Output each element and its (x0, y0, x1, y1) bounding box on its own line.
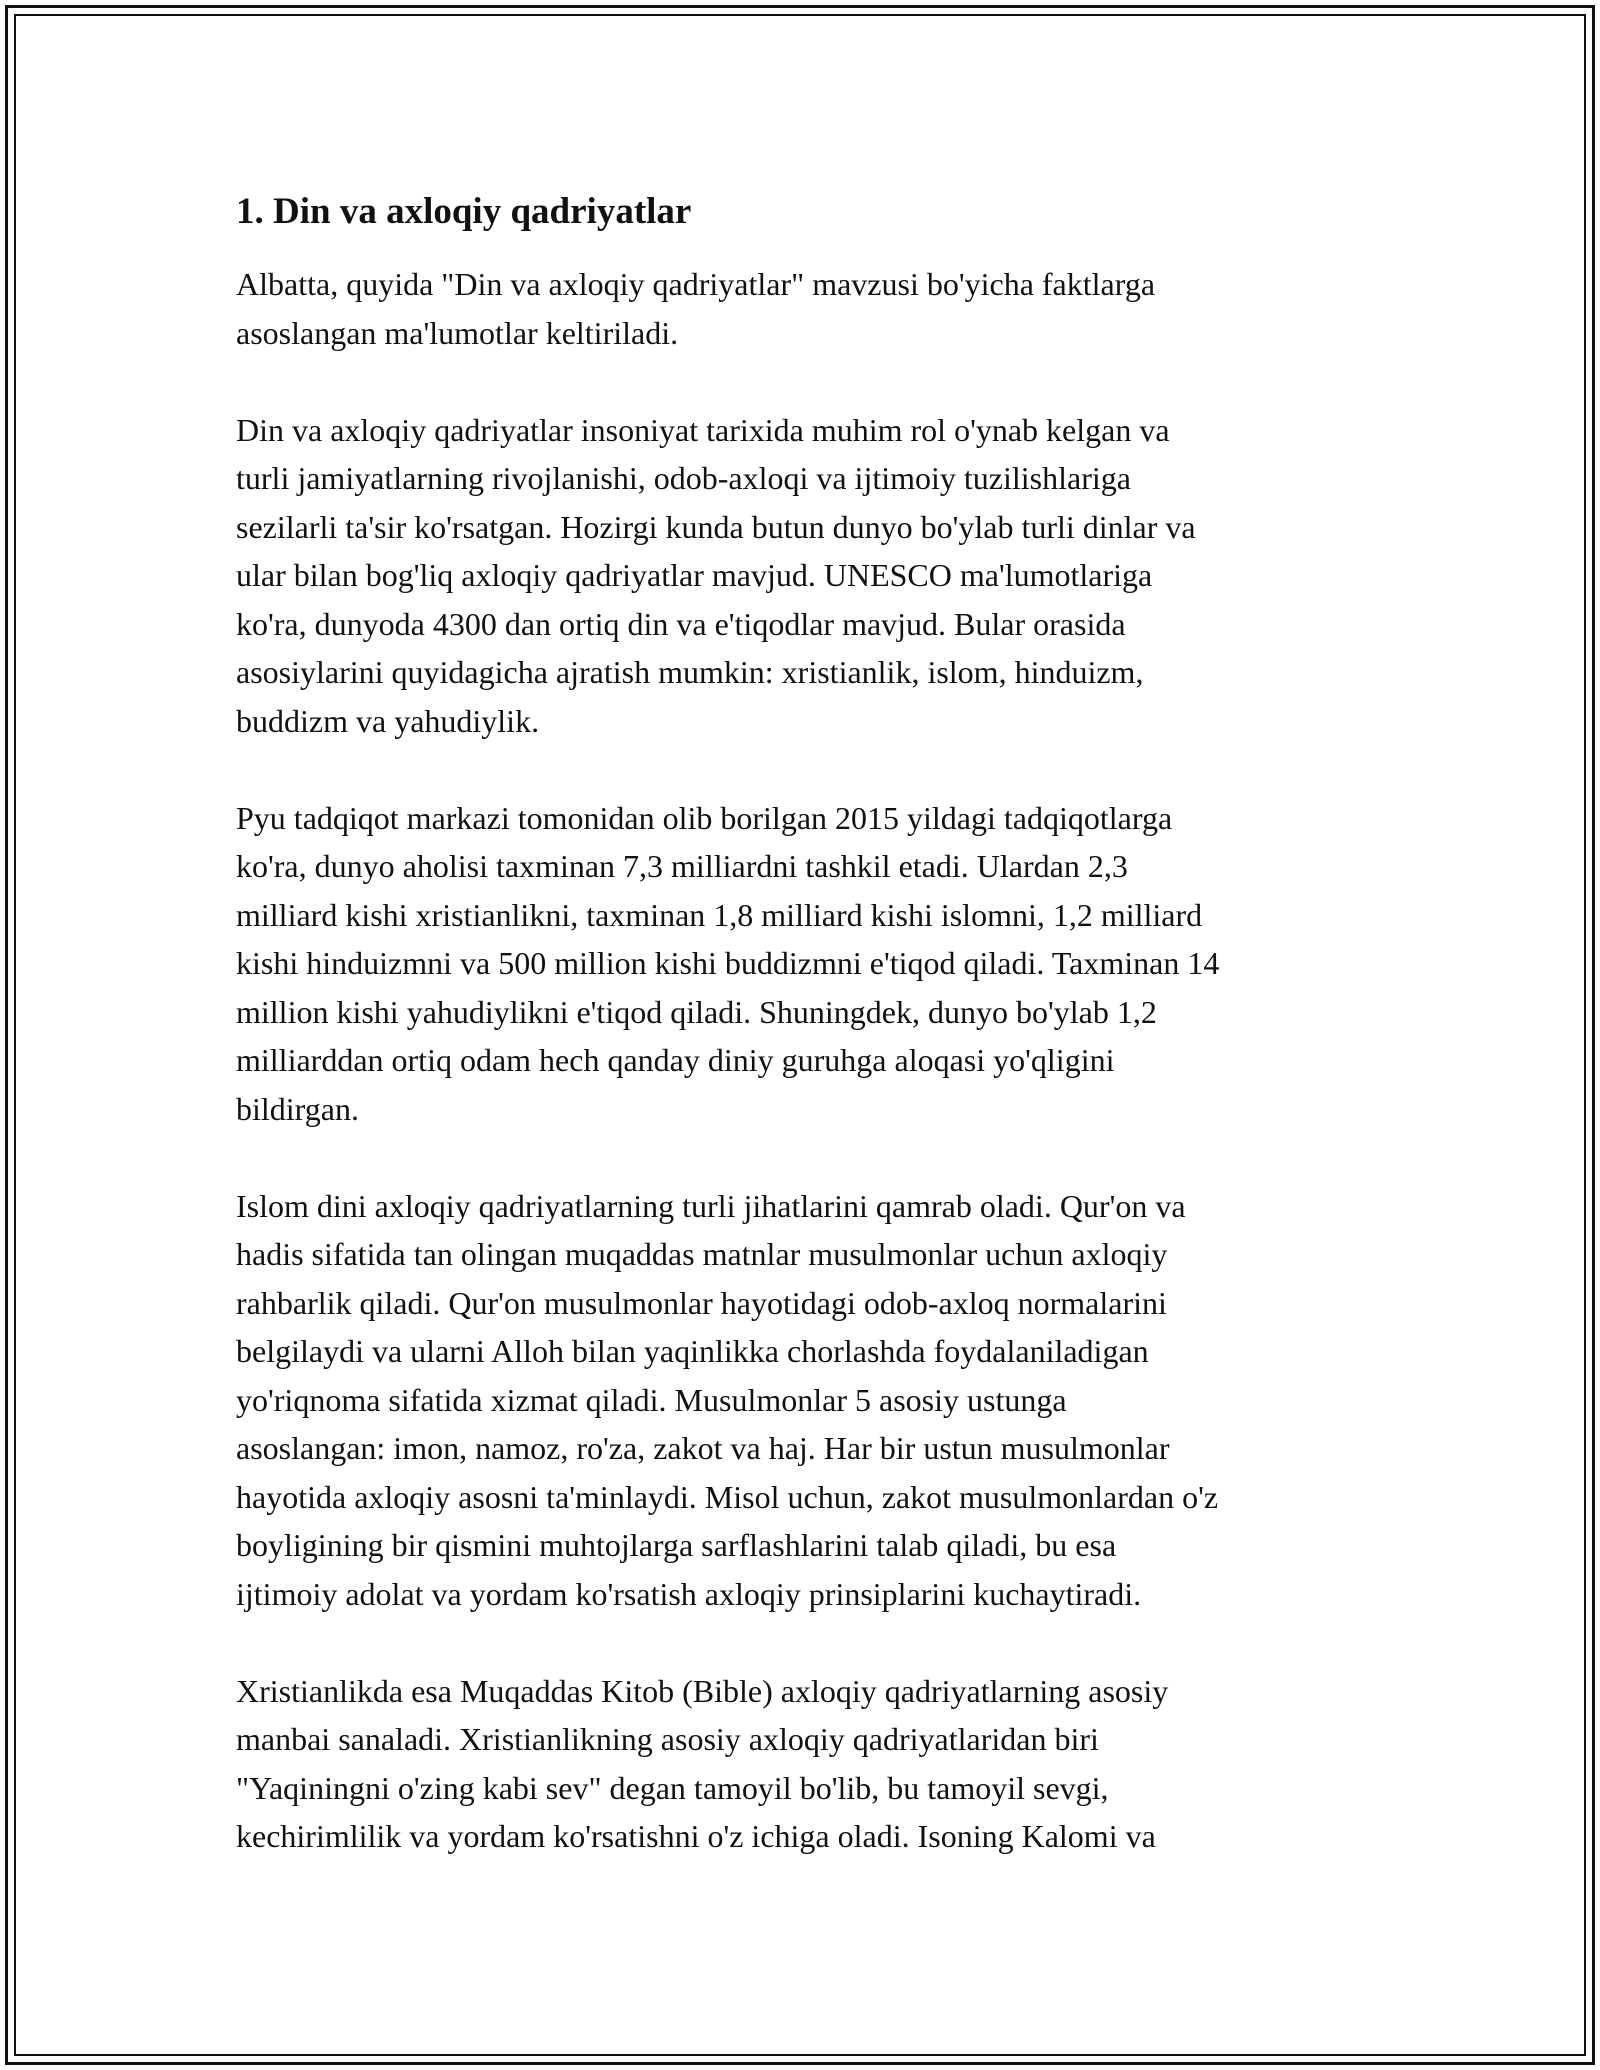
section-heading: 1. Din va axloqiy qadriyatlar (236, 191, 692, 232)
paragraph-islam: Islom dini axloqiy qadriyatlarning turli jihatlarini qamrab oladi. Qur'on va hadis sifatida tan olingan muqaddas matnlar musulmonlar uchun axloqiy rahbarlik qiladi. Qur'on musulmonlar hayotidagi odob-axloq normalarini belgilaydi va ularni Alloh bilan yaqinlikka chorlashda foydalaniladigan yo'riqnoma sifatida xizmat qiladi. Musulmonlar 5 asosiy ustunga asoslangan: imon, namoz, ro'za, zakot va haj. Har bir ustun musulmonlar hayotida axloqiy asosni ta'minlaydi. Misol uchun, zakot musulmonlardan o'z boyligining bir qismini muhtojlarga sarflashlarini talab qiladi, bu esa ijtimoiy adolat va yordam ko'rsatish axloqiy prinsiplarini kuchaytiradi. (236, 1187, 1219, 1612)
document-body (236, 188, 1376, 1909)
paragraph-religions-overview: Din va axloqiy qadriyatlar insoniyat tarixida muhim rol o'ynab kelgan va turli jamiyatlarning rivojlanishi, odob-axloqi va ijtimoiy tuzilishlariga sezilarli ta'sir ko'rsatgan. Hozirgi kunda butun dunyo bo'ylab turli dinlar va ular bilan bog'liq axloqiy qadriyatlar mavjud. UNESCO ma'lumotlariga ko'ra, dunyoda 4300 dan ortiq din va e'tiqodlar mavjud. Bular orasida asosiylarini quyidagicha ajratish mumkin: xristianlik, islom, hinduizm, buddizm va yahudiylik. (236, 411, 1196, 739)
paragraph-christianity: Xristianlikda esa Muqaddas Kitob (Bible) axloqiy qadriyatlarning asosiy manbai sanaladi. Xristianlikning asosiy axloqiy qadriyatlaridan biri "Yaqiningni o'zing kabi sev" degan tamoyil bo'lib, bu tamoyil sevgi, kechirimlilik va yordam ko'rsatishni o'z ichiga oladi. Isoning Kalomi va (236, 1672, 1169, 1854)
paragraph-pew-statistics: Pyu tadqiqot markazi tomonidan olib borilgan 2015 yildagi tadqiqotlarga ko'ra, dunyo aholisi taxminan 7,3 milliardni tashkil etadi. Ulardan 2,3 milliard kishi xristianlikni, taxminan 1,8 milliard kishi islomni, 1,2 milliard kishi hinduizmni va 500 million kishi buddizmni e'tiqod qiladi. Taxminan 14 million kishi yahudiylikni e'tiqod qiladi. Shuningdek, dunyo bo'ylab 1,2 milliarddan ortiq odam hech qanday diniy guruhga aloqasi yo'qligini bildirgan. (236, 799, 1220, 1127)
paragraph-intro: Albatta, quyida "Din va axloqiy qadriyatlar" mavzusi bo'yicha faktlarga asoslangan ma'lumotlar keltiriladi. (236, 266, 1156, 351)
